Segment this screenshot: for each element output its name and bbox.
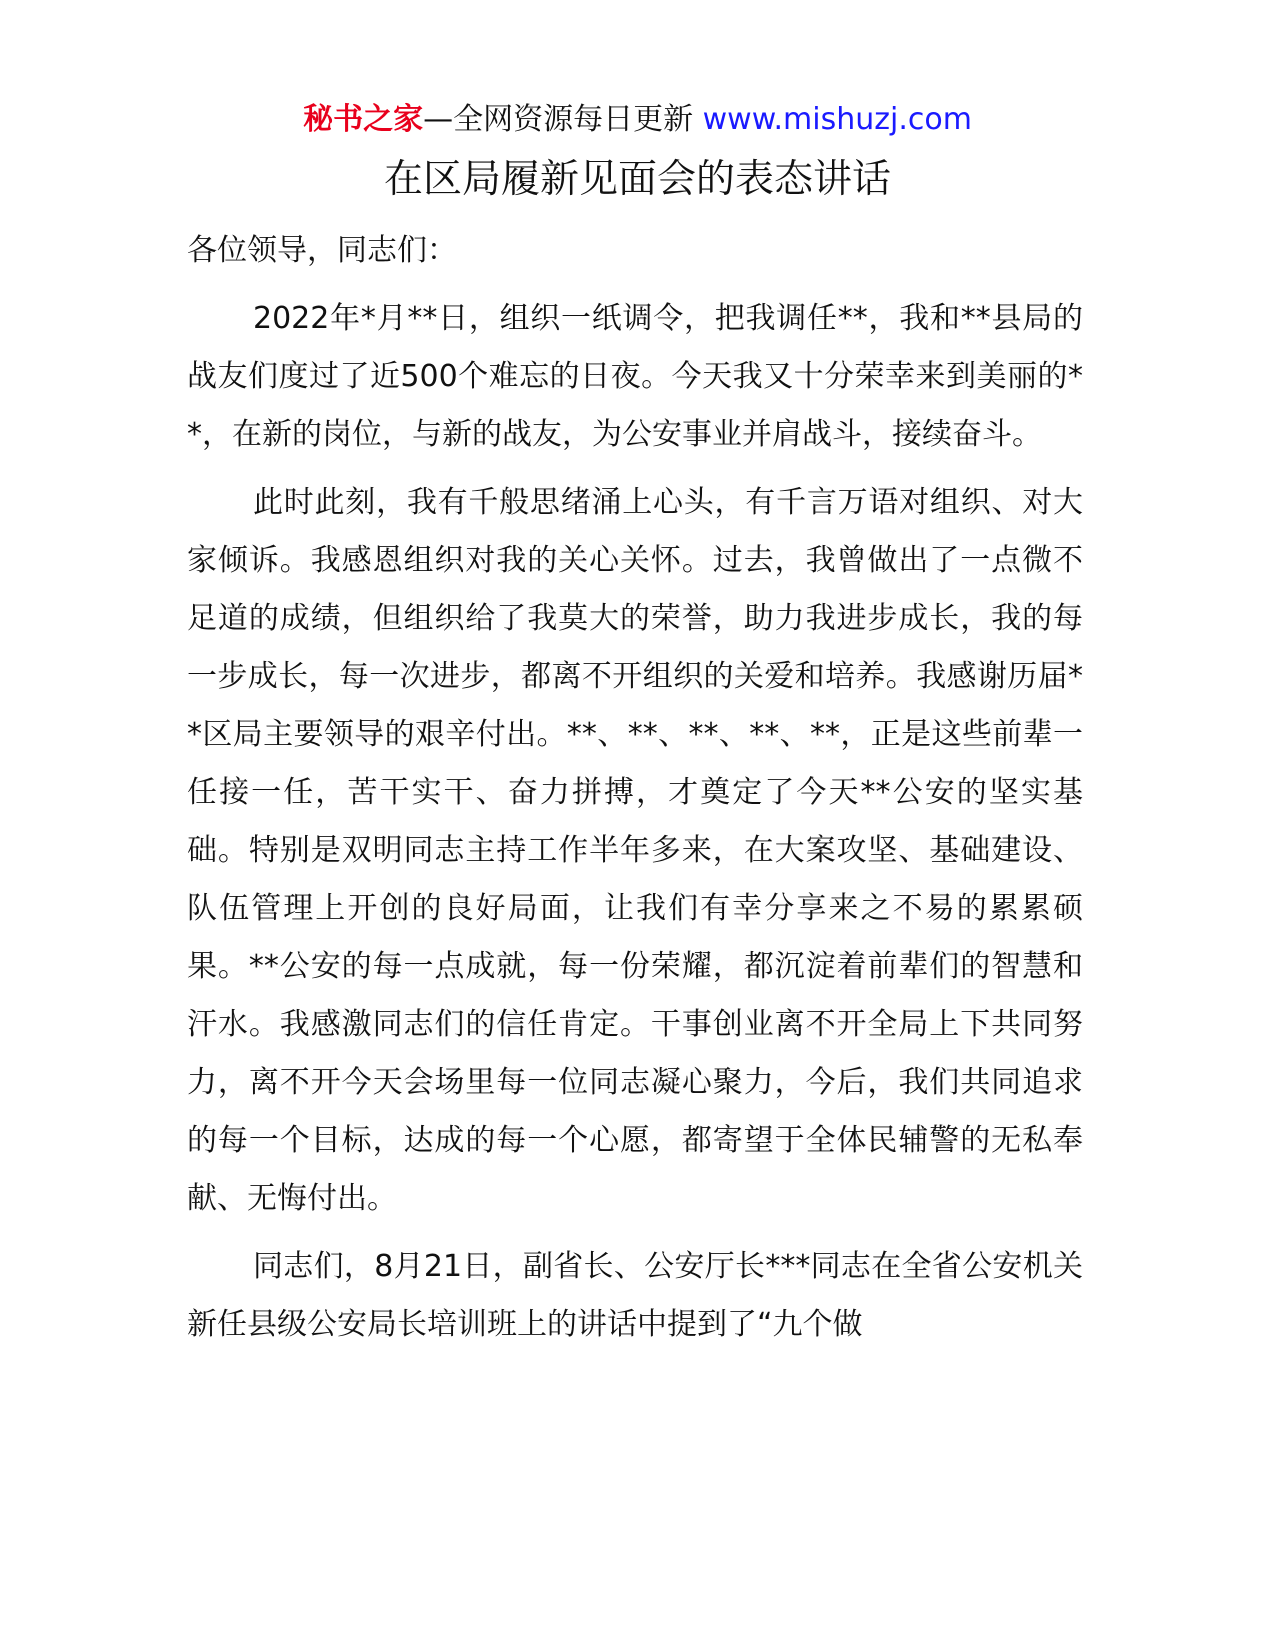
brand-name: 秘书之家 (303, 102, 424, 137)
paragraph: 2022年*月**日，组织一纸调令，把我调任**，我和**县局的战友们度过了近500个难忘的日夜。今天我又十分荣幸来到美丽的**，在新的岗位，与新的战友，为公安事业并肩战斗，接续奋斗。 (187, 301, 1083, 452)
site-header (0, 100, 1275, 140)
document-title: 在区局履新见面会的表态讲话 (383, 157, 891, 202)
paragraph: 同志们，8月21日，副省长、公安厅长***同志在全省公安机关新任县级公安局长培训班上的讲话中提到了“九个做 (187, 1249, 1083, 1342)
header-tagline: —全网资源每日更新 (423, 102, 694, 137)
paragraph: 此时此刻，我有千般思绪涌上心头，有千言万语对组织、对大家倾诉。我感恩组织对我的关心关怀。过去，我曾做出了一点微不足道的成绩，但组织给了我莫大的荣誉，助力我进步成长，我的每一步成长，每一次进步，都离不开组织的关爱和培养。我感谢历届**区局主要领导的艰辛付出。**、**、**、**、**，正是这些前辈一任接一任，苦干实干、奋力拼搏，才奠定了今天**公安的坚实基础。特别是双明同志主持工作半年多来，在大案攻坚、基础建设、队伍管理上开创的良好局面，让我们有幸分享来之不易的累累硕果。**公安的每一点成就，每一份荣耀，都沉淀着前辈们的智慧和汗水。我感激同志们的信任肯定。干事创业离不开全局上下共同努力，离不开今天会场里每一位同志凝心聚力，今后，我们共同追求的每一个目标，达成的每一个心愿，都寄望于全体民辅警的无私奉献、无悔付出。 (187, 485, 1083, 1216)
document-body (187, 222, 1083, 1364)
salutation: 各位领导，同志们： (187, 233, 457, 268)
site-url[interactable]: www.mishuzj.com (702, 102, 972, 137)
